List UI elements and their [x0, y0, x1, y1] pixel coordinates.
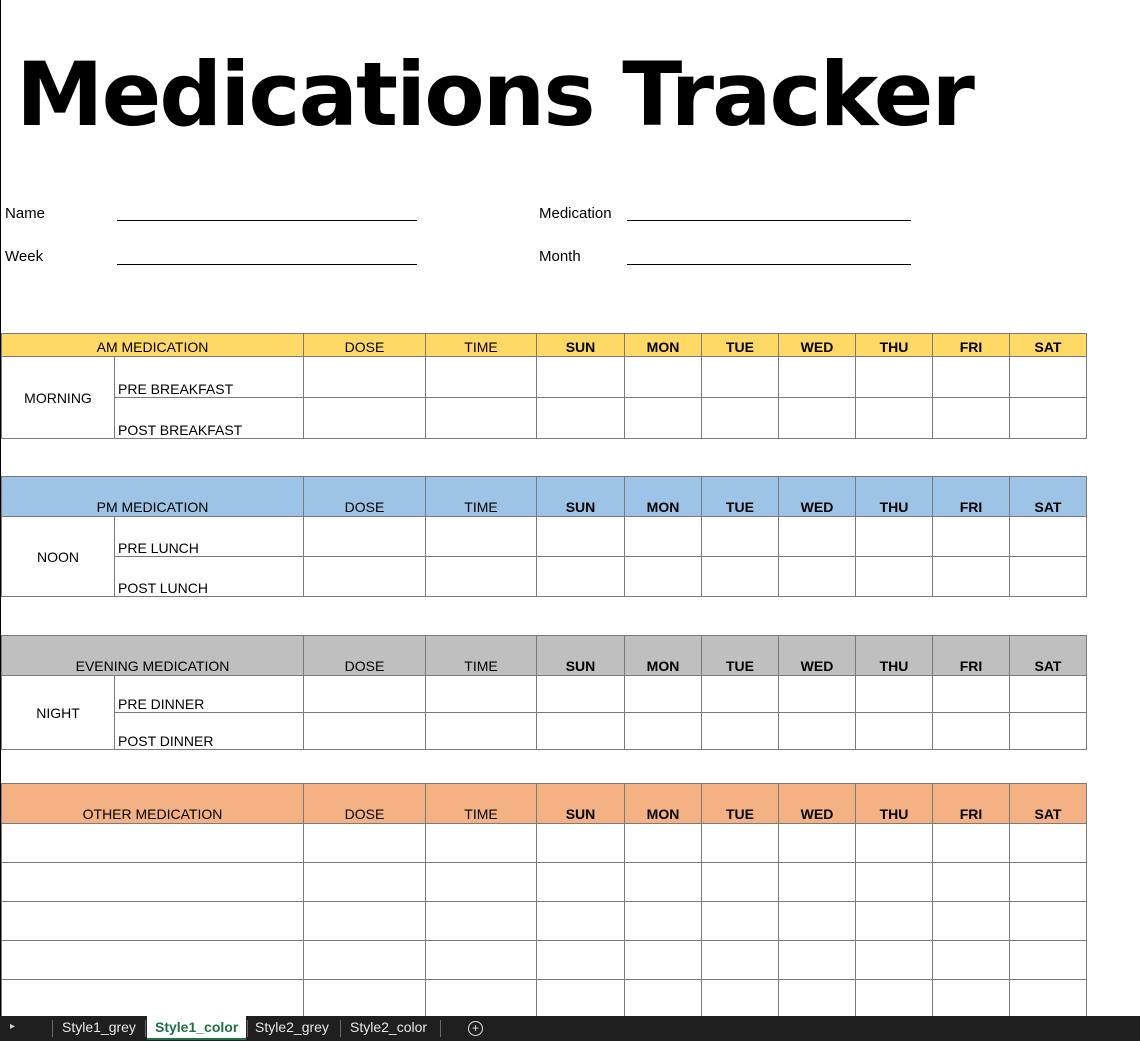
other-row-2-mon-cell[interactable]	[625, 863, 702, 902]
other-row-4-thu-cell[interactable]	[856, 941, 933, 980]
other-row-1-fri-cell[interactable]	[933, 824, 1010, 863]
am-row-label: POST BREAKFAST	[115, 398, 304, 439]
other-row-4-wed-cell[interactable]	[779, 941, 856, 980]
other-row-2-name-cell[interactable]	[2, 863, 304, 902]
evening-group-label: NIGHT	[2, 676, 115, 750]
other-row-4-sun-cell[interactable]	[537, 941, 625, 980]
tab-separator	[145, 1020, 146, 1037]
other-row-3-sun-cell[interactable]	[537, 902, 625, 941]
am-row-1-sat-cell[interactable]	[1010, 357, 1087, 398]
am-header-row	[2, 334, 1087, 357]
other-row-5-dose-cell[interactable]	[304, 980, 426, 1019]
day-header-mon: MON	[625, 784, 702, 824]
evening-row-1-tue-cell[interactable]	[702, 676, 779, 713]
table-row	[2, 941, 1087, 980]
time-column-header: TIME	[426, 784, 537, 824]
time-column-header: TIME	[426, 477, 537, 517]
month-label: Month	[539, 248, 581, 265]
other-row-2-tue-cell[interactable]	[702, 863, 779, 902]
table-row	[2, 557, 1087, 597]
evening-row-1-mon-cell[interactable]	[625, 676, 702, 713]
evening-medication-table	[1, 635, 1087, 750]
am-row-1-wed-cell[interactable]	[779, 357, 856, 398]
day-header-mon: MON	[625, 636, 702, 676]
pm-row-1-mon-cell[interactable]	[625, 517, 702, 557]
other-row-3-tue-cell[interactable]	[702, 902, 779, 941]
day-header-thu: THU	[856, 636, 933, 676]
pm-row-1-wed-cell[interactable]	[779, 517, 856, 557]
table-row	[2, 713, 1087, 750]
other-section-header: OTHER MEDICATION	[2, 784, 304, 824]
evening-row-1-sat-cell[interactable]	[1010, 676, 1087, 713]
pm-row-2-dose-cell[interactable]	[304, 557, 426, 597]
pm-row-2-sun-cell[interactable]	[537, 557, 625, 597]
evening-row-label: PRE DINNER	[115, 676, 304, 713]
pm-row-1-sat-cell[interactable]	[1010, 517, 1087, 557]
other-row-4-mon-cell[interactable]	[625, 941, 702, 980]
day-header-wed: WED	[779, 636, 856, 676]
am-row-2-wed-cell[interactable]	[779, 398, 856, 439]
table-row	[2, 980, 1087, 1019]
am-row-1-time-cell[interactable]	[426, 357, 537, 398]
name-field[interactable]	[117, 220, 417, 221]
am-row-1-fri-cell[interactable]	[933, 357, 1010, 398]
day-header-fri: FRI	[933, 477, 1010, 517]
am-row-1-dose-cell[interactable]	[304, 357, 426, 398]
other-row-1-sun-cell[interactable]	[537, 824, 625, 863]
am-row-2-tue-cell[interactable]	[702, 398, 779, 439]
pm-row-2-fri-cell[interactable]	[933, 557, 1010, 597]
evening-row-2-sat-cell[interactable]	[1010, 713, 1087, 750]
pm-row-1-sun-cell[interactable]	[537, 517, 625, 557]
name-label: Name	[5, 205, 46, 222]
day-header-mon: MON	[625, 477, 702, 517]
am-row-2-dose-cell[interactable]	[304, 398, 426, 439]
other-medication-table	[1, 783, 1087, 1019]
day-header-tue: TUE	[702, 477, 779, 517]
day-header-fri: FRI	[933, 334, 1010, 357]
other-row-5-fri-cell[interactable]	[933, 980, 1010, 1019]
evening-row-1-time-cell[interactable]	[426, 676, 537, 713]
table-row	[2, 398, 1087, 439]
other-row-3-dose-cell[interactable]	[304, 902, 426, 941]
other-header-row	[2, 784, 1087, 824]
day-header-sun: SUN	[537, 784, 625, 824]
time-column-header: TIME	[426, 334, 537, 357]
evening-row-2-thu-cell[interactable]	[856, 713, 933, 750]
other-row-2-sat-cell[interactable]	[1010, 863, 1087, 902]
page-title: Medications Tracker	[16, 43, 973, 146]
am-row-1-sun-cell[interactable]	[537, 357, 625, 398]
other-row-3-sat-cell[interactable]	[1010, 902, 1087, 941]
evening-row-1-fri-cell[interactable]	[933, 676, 1010, 713]
sheet-tab-style2-grey[interactable]: Style2_grey	[255, 1019, 329, 1035]
am-medication-table	[1, 333, 1087, 439]
evening-row-2-wed-cell[interactable]	[779, 713, 856, 750]
other-row-2-sun-cell[interactable]	[537, 863, 625, 902]
evening-row-2-time-cell[interactable]	[426, 713, 537, 750]
day-header-sat: SAT	[1010, 334, 1087, 357]
pm-header-row	[2, 477, 1087, 517]
am-row-2-fri-cell[interactable]	[933, 398, 1010, 439]
am-row-1-tue-cell[interactable]	[702, 357, 779, 398]
pm-row-1-thu-cell[interactable]	[856, 517, 933, 557]
dose-column-header: DOSE	[304, 334, 426, 357]
other-row-1-thu-cell[interactable]	[856, 824, 933, 863]
medication-field[interactable]	[627, 220, 911, 221]
evening-row-2-mon-cell[interactable]	[625, 713, 702, 750]
table-row	[2, 902, 1087, 941]
month-field[interactable]	[627, 264, 911, 265]
other-row-3-time-cell[interactable]	[426, 902, 537, 941]
tab-separator	[340, 1020, 341, 1037]
pm-row-1-fri-cell[interactable]	[933, 517, 1010, 557]
sheet-tab-bar	[0, 1016, 1140, 1041]
am-row-2-thu-cell[interactable]	[856, 398, 933, 439]
am-row-2-sat-cell[interactable]	[1010, 398, 1087, 439]
other-row-3-mon-cell[interactable]	[625, 902, 702, 941]
day-header-wed: WED	[779, 784, 856, 824]
day-header-thu: THU	[856, 784, 933, 824]
day-header-wed: WED	[779, 477, 856, 517]
table-row	[2, 824, 1087, 863]
day-header-thu: THU	[856, 477, 933, 517]
evening-row-label: POST DINNER	[115, 713, 304, 750]
am-group-label: MORNING	[2, 357, 115, 439]
tab-separator	[440, 1020, 441, 1037]
other-row-2-thu-cell[interactable]	[856, 863, 933, 902]
evening-row-1-thu-cell[interactable]	[856, 676, 933, 713]
evening-section-header: EVENING MEDICATION	[2, 636, 304, 676]
other-row-2-dose-cell[interactable]	[304, 863, 426, 902]
day-header-fri: FRI	[933, 784, 1010, 824]
other-row-5-wed-cell[interactable]	[779, 980, 856, 1019]
pm-row-2-thu-cell[interactable]	[856, 557, 933, 597]
other-row-2-fri-cell[interactable]	[933, 863, 1010, 902]
other-row-5-mon-cell[interactable]	[625, 980, 702, 1019]
other-row-5-name-cell[interactable]	[2, 980, 304, 1019]
other-row-4-time-cell[interactable]	[426, 941, 537, 980]
table-row	[2, 517, 1087, 557]
other-row-1-dose-cell[interactable]	[304, 824, 426, 863]
other-row-5-thu-cell[interactable]	[856, 980, 933, 1019]
dose-column-header: DOSE	[304, 477, 426, 517]
day-header-sun: SUN	[537, 636, 625, 676]
other-row-4-tue-cell[interactable]	[702, 941, 779, 980]
pm-section-header: PM MEDICATION	[2, 477, 304, 517]
time-column-header: TIME	[426, 636, 537, 676]
pm-group-label: NOON	[2, 517, 115, 597]
other-row-3-fri-cell[interactable]	[933, 902, 1010, 941]
pm-row-2-time-cell[interactable]	[426, 557, 537, 597]
pm-row-1-tue-cell[interactable]	[702, 517, 779, 557]
am-row-2-mon-cell[interactable]	[625, 398, 702, 439]
dose-column-header: DOSE	[304, 636, 426, 676]
table-row	[2, 357, 1087, 398]
evening-row-1-wed-cell[interactable]	[779, 676, 856, 713]
other-row-3-name-cell[interactable]	[2, 902, 304, 941]
am-row-2-sun-cell[interactable]	[537, 398, 625, 439]
other-row-5-sun-cell[interactable]	[537, 980, 625, 1019]
sheet-tab-style1-grey[interactable]: Style1_grey	[62, 1019, 136, 1035]
tab-scroll-right-icon[interactable]: ▸	[10, 1021, 16, 1032]
am-row-1-thu-cell[interactable]	[856, 357, 933, 398]
day-header-thu: THU	[856, 334, 933, 357]
evening-header-row	[2, 636, 1087, 676]
table-row	[2, 676, 1087, 713]
evening-row-2-fri-cell[interactable]	[933, 713, 1010, 750]
evening-row-2-tue-cell[interactable]	[702, 713, 779, 750]
day-header-tue: TUE	[702, 636, 779, 676]
other-row-3-wed-cell[interactable]	[779, 902, 856, 941]
week-field[interactable]	[117, 264, 417, 265]
pm-row-1-time-cell[interactable]	[426, 517, 537, 557]
week-label: Week	[5, 248, 44, 265]
other-row-1-wed-cell[interactable]	[779, 824, 856, 863]
other-row-1-name-cell[interactable]	[2, 824, 304, 863]
other-row-4-dose-cell[interactable]	[304, 941, 426, 980]
day-header-tue: TUE	[702, 784, 779, 824]
day-header-sun: SUN	[537, 477, 625, 517]
evening-row-2-sun-cell[interactable]	[537, 713, 625, 750]
sheet-tab-style2-color[interactable]: Style2_color	[350, 1019, 428, 1035]
am-row-label: PRE BREAKFAST	[115, 357, 304, 398]
other-row-5-sat-cell[interactable]	[1010, 980, 1087, 1019]
pm-row-2-wed-cell[interactable]	[779, 557, 856, 597]
day-header-fri: FRI	[933, 636, 1010, 676]
medication-label: Medication	[539, 205, 612, 222]
other-row-1-time-cell[interactable]	[426, 824, 537, 863]
other-row-1-tue-cell[interactable]	[702, 824, 779, 863]
day-header-sat: SAT	[1010, 784, 1087, 824]
pm-row-2-mon-cell[interactable]	[625, 557, 702, 597]
evening-row-1-dose-cell[interactable]	[304, 676, 426, 713]
day-header-sun: SUN	[537, 334, 625, 357]
day-header-tue: TUE	[702, 334, 779, 357]
other-row-4-fri-cell[interactable]	[933, 941, 1010, 980]
pm-row-label: POST LUNCH	[115, 557, 304, 597]
other-row-5-time-cell[interactable]	[426, 980, 537, 1019]
other-row-5-tue-cell[interactable]	[702, 980, 779, 1019]
pm-row-2-sat-cell[interactable]	[1010, 557, 1087, 597]
other-row-2-wed-cell[interactable]	[779, 863, 856, 902]
other-row-1-mon-cell[interactable]	[625, 824, 702, 863]
sheet-tab-style1-color[interactable]: Style1_color	[147, 1016, 246, 1040]
am-row-2-time-cell[interactable]	[426, 398, 537, 439]
other-row-3-thu-cell[interactable]	[856, 902, 933, 941]
add-sheet-icon[interactable]: +	[468, 1021, 483, 1036]
other-row-4-sat-cell[interactable]	[1010, 941, 1087, 980]
other-row-4-name-cell[interactable]	[2, 941, 304, 980]
tab-separator	[52, 1020, 53, 1037]
evening-row-2-dose-cell[interactable]	[304, 713, 426, 750]
pm-medication-table	[1, 476, 1087, 597]
am-section-header: AM MEDICATION	[2, 334, 304, 357]
other-row-2-time-cell[interactable]	[426, 863, 537, 902]
other-row-1-sat-cell[interactable]	[1010, 824, 1087, 863]
pm-row-1-dose-cell[interactable]	[304, 517, 426, 557]
table-row	[2, 863, 1087, 902]
dose-column-header: DOSE	[304, 784, 426, 824]
pm-row-label: PRE LUNCH	[115, 517, 304, 557]
evening-row-1-sun-cell[interactable]	[537, 676, 625, 713]
day-header-sat: SAT	[1010, 636, 1087, 676]
day-header-sat: SAT	[1010, 477, 1087, 517]
pm-row-2-tue-cell[interactable]	[702, 557, 779, 597]
day-header-wed: WED	[779, 334, 856, 357]
am-row-1-mon-cell[interactable]	[625, 357, 702, 398]
day-header-mon: MON	[625, 334, 702, 357]
